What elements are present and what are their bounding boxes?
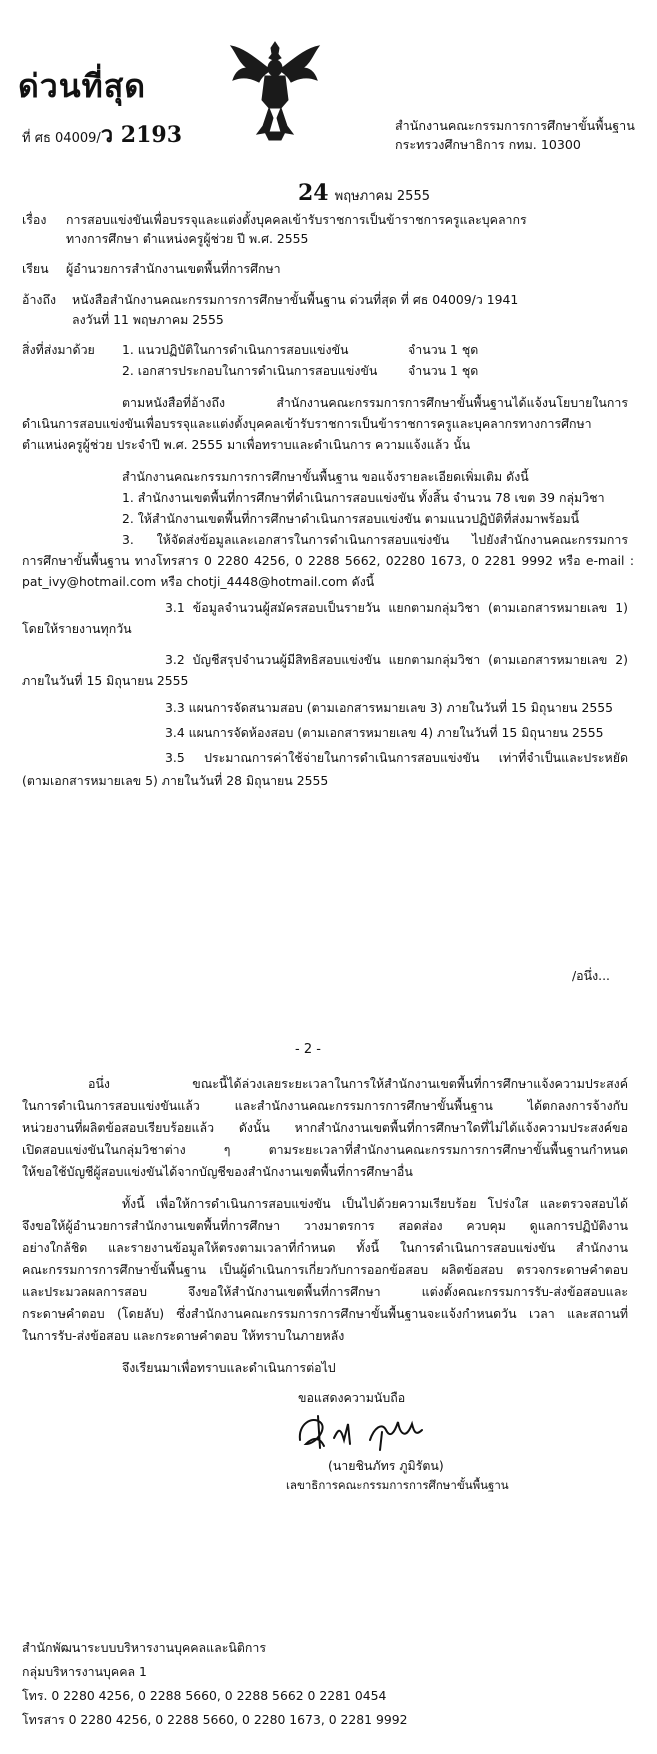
footer-phone: โทร. 0 2280 4256, 0 2288 5660, 0 2288 5662 0 2281 0454 <box>22 1688 387 1703</box>
enclosure-item-2: 2. เอกสารประกอบในการดำเนินการสอบแข่งขัน <box>122 363 378 378</box>
page2-paragraph-1-line-5: ให้ขอใช้บัญชีผู้สอบแข่งขันได้จากบัญชีของสำนักงานเขตพื้นที่การศึกษาอื่น <box>22 1164 413 1179</box>
footer-department: สำนักพัฒนาระบบบริหารงานบุคคลและนิติการ <box>22 1640 267 1655</box>
body-paragraph-1-line-3: ตำแหน่งครูผู้ช่วย ประจำปี พ.ศ. 2555 มาเพื่อทราบและดำเนินการ ความแจ้งแล้ว นั้น <box>22 437 471 452</box>
signer-title: เลขาธิการคณะกรรมการการศึกษาขั้นพื้นฐาน <box>286 1478 509 1492</box>
page2-paragraph-1-line-3: หน่วยงานที่ผลิตข้อสอบเรียบร้อยแล้ว ดังนั้น หากสำนักงานเขตพื้นที่การศึกษาใดที่ไม่ได้แจ้งความประสงค์ขอ <box>22 1120 628 1135</box>
garuda-emblem-icon <box>225 38 325 143</box>
date-day: 24 <box>298 180 329 206</box>
page2-paragraph-2-line-5: และประมวลผลการสอบ จึงขอให้สำนักงานเขตพื้นที่การศึกษา แต่งตั้งคณะกรรมการรับ-ส่งข้อสอบและ <box>22 1284 628 1299</box>
page2-paragraph-2-line-6: กระดาษคำตอบ (โดยลับ) ซึ่งสำนักงานคณะกรรมการการศึกษาขั้นพื้นฐานจะแจ้งกำหนดวัน เวลา และสถานที่ <box>22 1306 628 1321</box>
enclosures-label: สิ่งที่ส่งมาด้วย <box>22 342 95 357</box>
subject-line-1: การสอบแข่งขันเพื่อบรรจุและแต่งตั้งบุคคลเข้ารับราชการเป็นข้าราชการครูและบุคลากร <box>66 212 527 227</box>
document-date <box>298 180 430 208</box>
urgency-heading: ด่วนที่สุด <box>18 67 147 105</box>
list-item-3-line-1: 3. ให้จัดส่งข้อมูลและเอกสารในการดำเนินการสอบแข่งขัน ไปยังสำนักงานคณะกรรมการ <box>122 532 628 547</box>
enclosure-qty-2: จำนวน 1 ชุด <box>408 363 479 378</box>
subject-line-2: ทางการศึกษา ตำแหน่งครูผู้ช่วย ปี พ.ศ. 2555 <box>66 231 309 246</box>
office-address: กระทรวงศึกษาธิการ กทม. 10300 <box>395 137 581 152</box>
list-item-1: 1. สำนักงานเขตพื้นที่การศึกษาที่ดำเนินการสอบแข่งขัน ทั้งสิ้น จำนวน 78 เขต 39 กลุ่มวิชา <box>122 490 605 505</box>
page2-paragraph-1-line-1: อนึ่ง ขณะนี้ได้ล่วงเลยระยะเวลาในการให้สำนักงานเขตพื้นที่การศึกษาแจ้งความประสงค์ <box>88 1076 628 1091</box>
document-number <box>22 122 182 150</box>
to-recipient: ผู้อำนวยการสำนักงานเขตพื้นที่การศึกษา <box>66 261 281 276</box>
sub-item-3-1-line-2: โดยให้รายงานทุกวัน <box>22 621 132 636</box>
sub-item-3-4: 3.4 แผนการจัดห้องสอบ (ตามเอกสารหมายเลข 4) ภายในวันที่ 15 มิถุนายน 2555 <box>165 725 604 740</box>
page2-paragraph-2-line-1: ทั้งนี้ เพื่อให้การดำเนินการสอบแข่งขัน เป็นไปด้วยความเรียบร้อย โปร่งใส และตรวจสอบได้ <box>122 1196 628 1211</box>
body-paragraph-1-line-1: ตามหนังสือที่อ้างถึง สำนักงานคณะกรรมการการศึกษาขั้นพื้นฐานได้แจ้งนโยบายในการ <box>122 395 628 410</box>
page2-paragraph-1-line-4: เปิดสอบแข่งขันในกลุ่มวิชาต่าง ๆ ตามระยะเวลาที่สำนักงานคณะกรรมการการศึกษาขั้นพื้นฐานกำหนด <box>22 1142 628 1157</box>
page2-paragraph-2-line-4: คณะกรรมการการศึกษาขั้นพื้นฐาน เป็นผู้ดำเนินการเกี่ยวกับการออกข้อสอบ ผลิตข้อสอบ ตรวจกระดาษคำตอบ <box>22 1262 628 1277</box>
sub-item-3-2-line-1: 3.2 บัญชีสรุปจำนวนผู้มีสิทธิสอบแข่งขัน แยกตามกลุ่มวิชา (ตามเอกสารหมายเลข 2) <box>165 652 628 667</box>
footer-fax: โทรสาร 0 2280 4256, 0 2288 5660, 0 2280 1673, 0 2281 9992 <box>22 1712 408 1727</box>
sub-item-3-1-line-1: 3.1 ข้อมูลจำนวนผู้สมัครสอบเป็นรายวัน แยกตามกลุ่มวิชา (ตามเอกสารหมายเลข 1) <box>165 600 628 615</box>
page2-paragraph-2-line-3: อย่างใกล้ชิด และรายงานข้อมูลให้ตรงตามเวลาที่กำหนด ทั้งนี้ ในการดำเนินการสอบแข่งขัน สำนักงาน <box>22 1240 628 1255</box>
signature-icon <box>290 1410 430 1456</box>
office-name: สำนักงานคณะกรรมการการศึกษาขั้นพื้นฐาน <box>395 118 635 133</box>
reference-line-1: หนังสือสำนักงานคณะกรรมการการศึกษาขั้นพื้นฐาน ด่วนที่สุด ที่ ศธ 04009/ว 1941 <box>72 292 519 307</box>
reference-line-2: ลงวันที่ 11 พฤษภาคม 2555 <box>72 312 224 327</box>
page2-paragraph-2-line-2: จึงขอให้ผู้อำนวยการสำนักงานเขตพื้นที่การศึกษา วางมาตรการ สอดส่อง ควบคุม ดูแลการปฏิบัติงาน <box>22 1218 628 1233</box>
enclosure-item-1: 1. แนวปฏิบัติในการดำเนินการสอบแข่งขัน <box>122 342 349 357</box>
enclosure-qty-1: จำนวน 1 ชุด <box>408 342 479 357</box>
signer-name: (นายชินภัทร ภูมิรัตน) <box>328 1458 444 1473</box>
sub-item-3-5-line-1: 3.5 ประมาณการค่าใช้จ่ายในการดำเนินการสอบแข่งขัน เท่าที่จำเป็นและประหยัด <box>165 750 628 765</box>
body-paragraph-2-intro: สำนักงานคณะกรรมการการศึกษาขั้นพื้นฐาน ขอแจ้งรายละเอียดเพิ่มเติม ดังนี้ <box>122 469 529 484</box>
page2-paragraph-1-line-2: ในการดำเนินการสอบแข่งขันแล้ว และสำนักงานคณะกรรมการการศึกษาขั้นพื้นฐาน ได้ตกลงการจ้างกับ <box>22 1098 628 1113</box>
subject-label: เรื่อง <box>22 212 47 227</box>
footer-group: กลุ่มบริหารงานบุคคล 1 <box>22 1664 147 1679</box>
continued-marker: /อนึ่ง... <box>572 968 610 983</box>
sub-item-3-5-line-2: (ตามเอกสารหมายเลข 5) ภายในวันที่ 28 มิถุนายน 2555 <box>22 773 329 788</box>
reference-label: อ้างถึง <box>22 292 57 307</box>
list-item-3-line-2: การศึกษาขั้นพื้นฐาน ทางโทรสาร 0 2280 4256, 0 2288 5662, 02280 1673, 0 2281 9992 หรือ e-mail : <box>22 553 634 568</box>
list-item-2: 2. ให้สำนักงานเขตพื้นที่การศึกษาดำเนินการสอบแข่งขัน ตามแนวปฏิบัติที่ส่งมาพร้อมนี้ <box>122 511 580 526</box>
sub-item-3-2-line-2: ภายในวันที่ 15 มิถุนายน 2555 <box>22 673 189 688</box>
document-number-prefix: ที่ ศธ 04009/ <box>22 131 101 146</box>
to-label: เรียน <box>22 261 49 276</box>
body-paragraph-1-line-2: ดำเนินการสอบแข่งขันเพื่อบรรจุและแต่งตั้งบุคคลเข้ารับราชการเป็นข้าราชการครูและบุคลากรทางการศึกษา <box>22 416 592 431</box>
page2-paragraph-2-line-7: ในการรับ-ส่งข้อสอบ และกระดาษคำตอบ ให้ทราบในภายหลัง <box>22 1328 345 1343</box>
date-month-year: พฤษภาคม 2555 <box>334 189 430 204</box>
page-number: - 2 - <box>295 1042 321 1057</box>
document-number-stamp: ว 2193 <box>100 122 183 148</box>
sub-item-3-3: 3.3 แผนการจัดสนามสอบ (ตามเอกสารหมายเลข 3) ภายในวันที่ 15 มิถุนายน 2555 <box>165 700 613 715</box>
list-item-3-line-3: pat_ivy@hotmail.com หรือ chotji_4448@hotmail.com ดังนี้ <box>22 574 375 589</box>
regards: ขอแสดงความนับถือ <box>298 1390 406 1405</box>
closing-request: จึงเรียนมาเพื่อทราบและดำเนินการต่อไป <box>122 1360 336 1375</box>
